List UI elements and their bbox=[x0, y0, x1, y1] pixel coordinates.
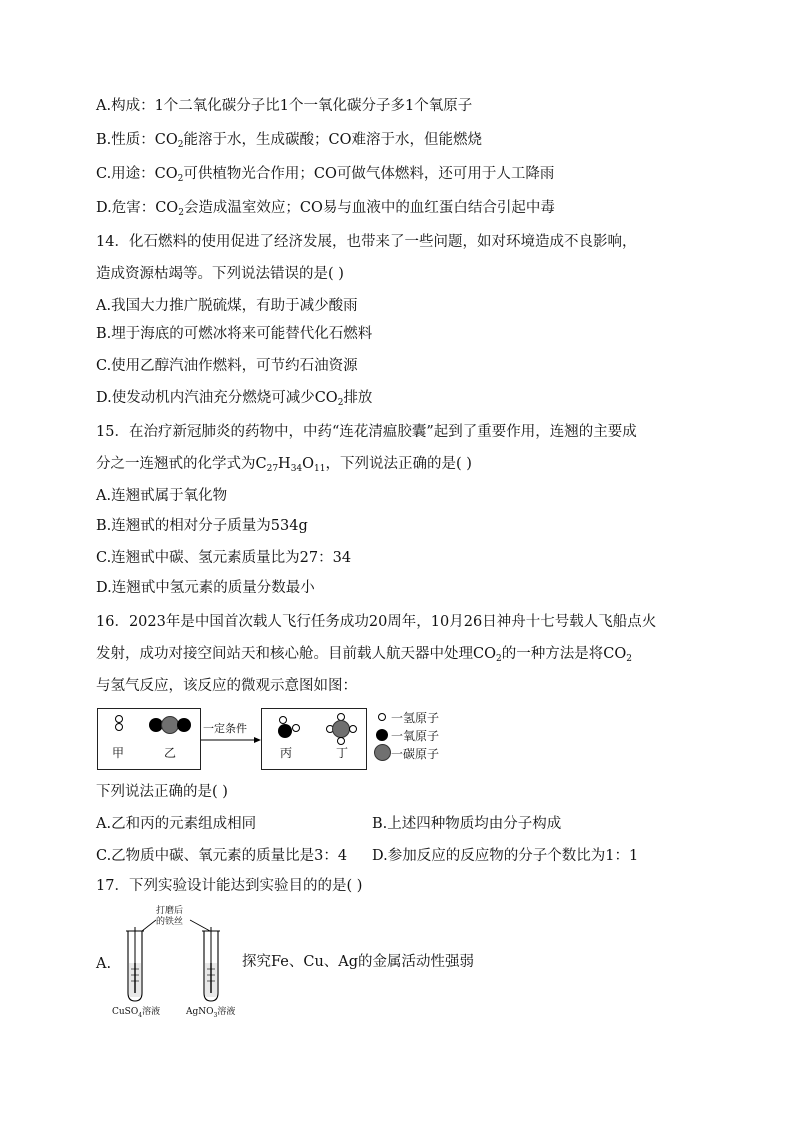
oxygen-atom-icon bbox=[278, 724, 292, 738]
q14-stem-line2: 造成资源枯竭等。下列说法错误的是( ) bbox=[96, 266, 344, 282]
q15-stem-line1: 15．在治疗新冠肺炎的药物中，中药“连花清瘟胶囊”起到了重要作用，连翘的主要成 bbox=[96, 424, 637, 440]
q17-option-a-text: 探究Fe、Cu、Ag的金属活动性强弱 bbox=[242, 954, 475, 970]
products-box bbox=[261, 708, 367, 770]
tube1-label: CuSO$_4$溶液 bbox=[112, 1007, 161, 1019]
legend-carbon-label: 一碳原子 bbox=[391, 747, 440, 761]
q13-option-d: D.危害：$CO_2$会造成温室效应；CO易与血液中的血红蛋白结合引起中毒 bbox=[96, 200, 555, 218]
q15-option-a: A.连翘甙属于氧化物 bbox=[96, 488, 228, 504]
q14-stem-line1: 14．化石燃料的使用促进了经济发展，也带来了一些问题，如对环境造成不良影响， bbox=[96, 234, 637, 250]
q14-option-d: D.使发动机内汽油充分燃烧可减少$CO_2$排放 bbox=[96, 390, 373, 408]
hydrogen-atom-icon bbox=[115, 723, 123, 731]
test-tubes-icon bbox=[118, 905, 230, 1003]
label-jia: 甲 bbox=[112, 746, 125, 760]
hydrogen-atom-icon bbox=[292, 724, 300, 732]
q16-option-c: C.乙物质中碳、氧元素的质量比是3：4 bbox=[96, 848, 348, 864]
hydrogen-atom-icon bbox=[115, 715, 123, 723]
q16-option-d: D.参加反应的反应物的分子个数比为1：1 bbox=[372, 848, 639, 864]
q15-option-c: C.连翘甙中碳、氢元素质量比为27：34 bbox=[96, 550, 352, 566]
q13-option-a: A.构成：1个二氧化碳分子比1个一氧化碳分子多1个氧原子 bbox=[96, 98, 473, 114]
legend-hydrogen-icon bbox=[378, 713, 386, 721]
tube2-label: AgNO$_3$溶液 bbox=[186, 1007, 236, 1019]
q17-option-a-label: A. bbox=[96, 956, 112, 972]
q13-option-c: C.用途：$CO_2$可供植物光合作用；CO可做气体燃料，还可用于人工降雨 bbox=[96, 166, 555, 184]
q16-option-a: A.乙和丙的元素组成相同 bbox=[96, 816, 257, 832]
wire-label-2: 的铁丝 bbox=[156, 917, 184, 927]
hydrogen-atom-icon bbox=[279, 716, 287, 724]
reaction-condition: 一定条件 bbox=[203, 722, 247, 735]
oxygen-atom-icon bbox=[177, 718, 191, 732]
q13-option-b: B.性质：$CO_2$能溶于水，生成碳酸；CO难溶于水，但能燃烧 bbox=[96, 132, 482, 150]
q14-option-a: A.我国大力推广脱硫煤，有助于减少酸雨 bbox=[96, 298, 358, 314]
q16-stem-line1: 16．2023年是中国首次载人飞行任务成功20周年，10月26日神舟十七号载人飞船点火 bbox=[96, 614, 657, 630]
q16-ask: 下列说法正确的是( ) bbox=[96, 784, 228, 800]
carbon-atom-icon bbox=[332, 720, 350, 738]
label-bing: 丙 bbox=[280, 746, 293, 760]
q17-stem: 17．下列实验设计能达到实验目的的是( ) bbox=[96, 878, 363, 894]
label-ding: 丁 bbox=[336, 746, 349, 760]
legend-oxygen-icon bbox=[376, 729, 388, 741]
reaction-arrow-icon bbox=[200, 736, 262, 744]
q15-stem-line2: 分之一连翘甙的化学式为$C_{27}H_{34}O_{11}$，下列说法正确的是( ) bbox=[96, 456, 472, 474]
q14-option-b: B.埋于海底的可燃冰将来可能替代化石燃料 bbox=[96, 326, 373, 342]
legend-oxygen-label: 一氧原子 bbox=[391, 729, 440, 743]
legend-carbon-icon bbox=[374, 744, 391, 761]
q16-stem-line3: 与氢气反应，该反应的微观示意图如图： bbox=[96, 678, 357, 694]
q15-option-b: B.连翘甙的相对分子质量为534g bbox=[96, 518, 308, 534]
label-yi: 乙 bbox=[164, 746, 177, 760]
q16-option-b: B.上述四种物质均由分子构成 bbox=[372, 816, 562, 832]
hydrogen-atom-icon bbox=[349, 725, 357, 733]
wire-label-1: 打磨后 bbox=[156, 906, 184, 916]
q14-option-c: C.使用乙醇汽油作燃料，可节约石油资源 bbox=[96, 358, 358, 374]
q15-option-d: D.连翘甙中氢元素的质量分数最小 bbox=[96, 580, 315, 596]
legend-hydrogen-label: 一氢原子 bbox=[391, 711, 440, 725]
q16-stem-line2: 发射，成功对接空间站天和核心舱。目前载人航天器中处理$CO_2$的一种方法是将$CO_2$ bbox=[96, 646, 632, 664]
